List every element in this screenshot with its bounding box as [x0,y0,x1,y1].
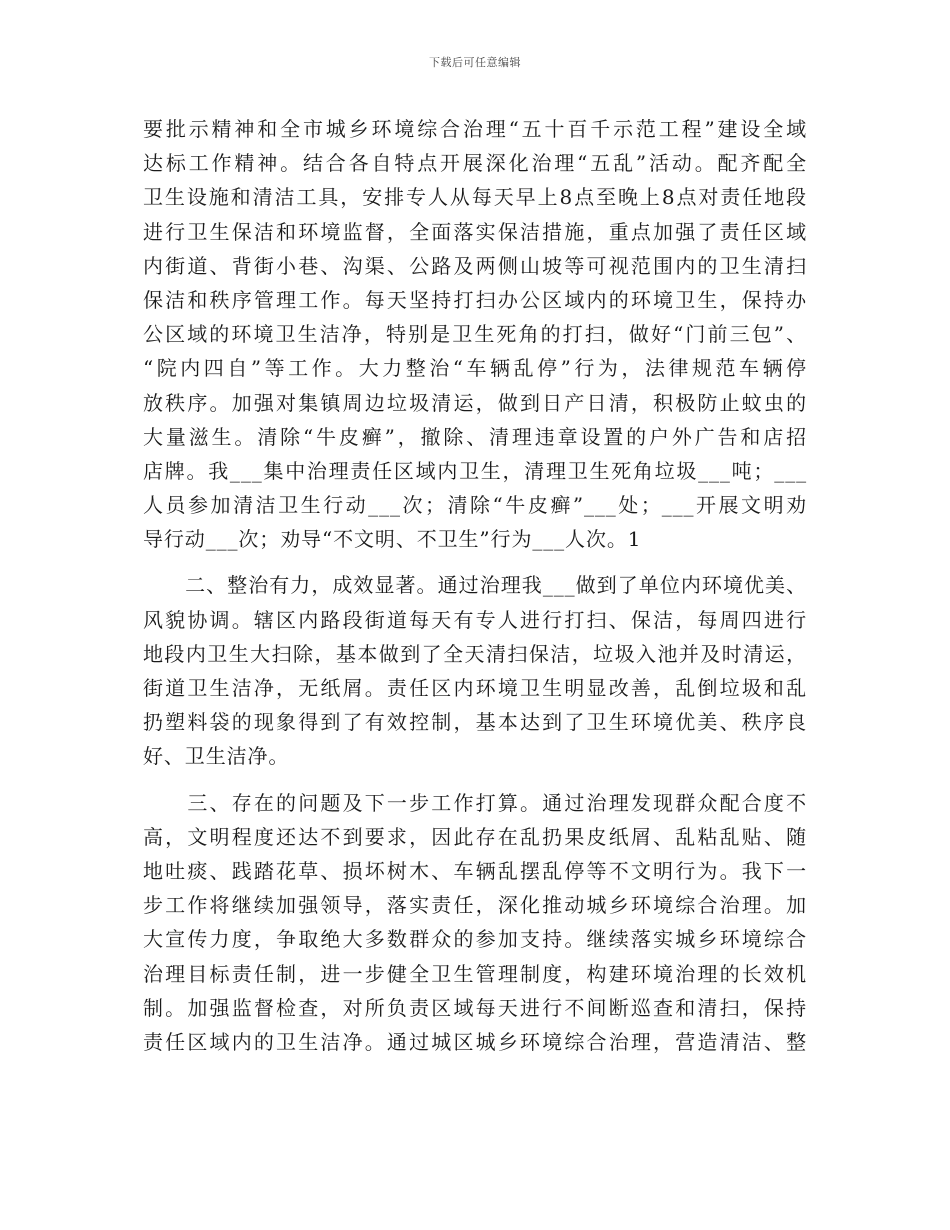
text-line: 二、整治有力，成效显著。通过治理我___做到了单位内环境优美、 [143,573,807,598]
text-line: 街道卫生洁净，无纸屑。责任区内环境卫生明显改善，乱倒垃圾和乱 [143,676,807,700]
text-line: 要批示精神和全市城乡环境综合治理“五十百千示范工程”建设全域 [143,117,807,141]
text-line: 风貌协调。辖区内路段街道每天有专人进行打扫、保洁，每周四进行 [143,607,807,632]
text-line: 达标工作精神。结合各自特点开展深化治理“五乱”活动。配齐配全 [143,151,807,176]
text-line: 保洁和秩序管理工作。每天坚持打扫办公区域内的环境卫生，保持办 [143,287,807,312]
text-line: 人员参加清洁卫生行动___次；清除“牛皮癣”___处；___开展文明劝 [143,493,807,518]
text-line: 放秩序。加强对集镇周边垃圾清运，做到日产日清，积极防止蚊虫的 [143,390,807,415]
text-line: 导行动___次；劝导“不文明、不卫生”行为___人次。1 [143,527,642,552]
text-line: 制。加强监督检查，对所负责区域每天进行不间断巡查和清扫，保持 [143,995,807,1020]
text-line: 治理目标责任制，进一步健全卫生管理制度，构建环境治理的长效机 [143,961,807,986]
paragraph-3 [143,786,807,1060]
paragraph-spacer [143,556,807,568]
text-line: 卫生设施和清洁工具，安排专人从每天早上8点至晚上8点对责任地段 [143,185,807,210]
text-line: 责任区域内的卫生洁净。通过城区城乡环境综合治理，营造清洁、整 [143,1029,807,1054]
text-line: 好、卫生洁净。 [143,744,290,769]
paragraph-spacer [143,774,807,786]
text-line: 三、存在的问题及下一步工作打算。通过治理发现群众配合度不 [143,790,807,815]
text-line: 步工作将继续加强领导，落实责任，深化推动城乡环境综合治理。加 [143,893,807,918]
text-line: 地吐痰、践踏花草、损坏树木、车辆乱摆乱停等不文明行为。我下一 [143,858,807,883]
text-line: 扔塑料袋的现象得到了有效控制，基本达到了卫生环境优美、秩序良 [143,710,807,735]
text-line: 进行卫生保洁和环境监督，全面落实保洁措施，重点加强了责任区域 [143,219,807,244]
text-line: 高，文明程度还达不到要求，因此存在乱扔果皮纸屑、乱粘乱贴、随 [143,824,807,849]
document-body [143,112,807,1059]
text-line: 地段内卫生大扫除，基本做到了全天清扫保洁，垃圾入池并及时清运， [143,641,807,666]
paragraph-1 [143,112,807,556]
text-line: 店牌。我___集中治理责任区域内卫生，清理卫生死角垃圾___吨；___ [143,458,807,483]
text-line: 公区域的环境卫生洁净，特别是卫生死角的打扫，做好“门前三包”、 [143,322,807,347]
text-line: 大宣传力度，争取绝大多数群众的参加支持。继续落实城乡环境综合 [143,927,807,952]
page-header: 下载后可任意编辑 [429,56,521,69]
text-line: 大量滋生。清除“牛皮癣”，撤除、清理违章设置的户外广告和店招 [143,424,807,449]
text-line: 内街道、背街小巷、沟渠、公路及两侧山坡等可视范围内的卫生清扫 [143,253,807,278]
paragraph-2 [143,568,807,773]
text-line: “院内四自”等工作。大力整治“车辆乱停”行为，法律规范车辆停 [143,356,807,381]
